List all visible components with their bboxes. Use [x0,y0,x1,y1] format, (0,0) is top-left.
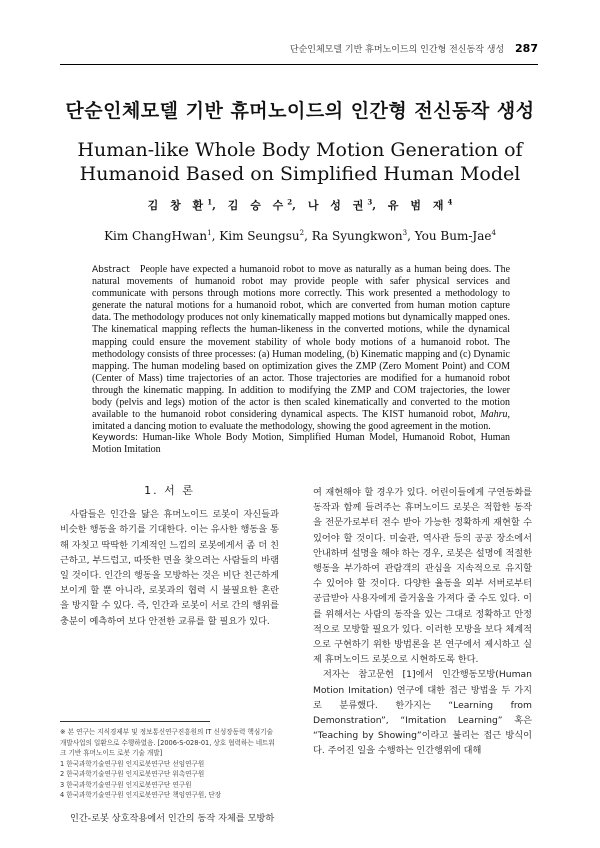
header-rule [60,64,538,65]
english-title-line-1: Human-like Whole Body Motion Generation of [77,139,523,161]
english-title-line-2: Humanoid Based on Simplified Human Model [79,163,521,185]
affiliation-mark: 4 [447,197,453,207]
footnote-4: 4 한국과학기술연구원 인지로봇연구단 책임연구원, 단장 [60,791,222,799]
footnotes [60,727,279,801]
korean-title: 단순인체모델 기반 휴머노이드의 인간형 전신동작 생성 [65,100,535,122]
korean-author: 유 범 재 [387,199,448,212]
abstract-text: People have expected a humanoid robot to move as naturally as a human being does. The natural movements of humanoid robot may provide people with safer physical services and communicate with persons through motions more correctly. This work presented a methodology to generate the natural motions for a humanoid robot, which are converted from human motion capture data. The methodology produces not only kinematically mapped motions but dynamically mapped ones. The kinematical mapping reflects the human-likeness in the converted motions, while the dynamical mapping could ensure the movement stability of whole body motions of a humanoid robot. The methodology consists of three processes: (a) Human modeling, (b) Kinematic mapping and (c) Dynamic mapping. The human modeling based on optimization gives the ZMP (Zero Moment Point) and COM (Center of Mass) time trajectories of an actor. Those trajectories are modified for a humanoid robot through the kinematic mapping. In addition to modifying the ZMP and COM trajectories, the lower body (pelvis and legs) motion of the actor is then scaled kinematically and converted to the motion available to the humanoid robot considering dynamical aspects. The KIST humanoid robot, [92,264,511,421]
intro-paragraph-1-continued: 여 재현해야 할 경우가 있다. 어린이들에게 구연동화를 동작과 함께 들려주는 휴머노이드 로봇은 적합한 동작을 전문가로부터 전수 받아 가능한 정확하게 재현할 수 있어야 할 것이다. 미술관, 역사관 등의 공공 장소에서 안내하며 설명을 해야 하는 경우, 로봇은 설명에 적절한 행동을 부가하여 관람객의 관심을 지속적으로 유지할 수 있어야 할 것이다. 다양한 율동을 외부 서버로부터 공급받아 사용자에게 즐거움을 가져다 줄 수도 있다. 이를 위해서는 사람의 동작을 있는 그대로 정확하고 안정적으로 모방할 필요가 있다. 이러한 모방을 보다 체계적으로 구현하기 위한 방법론을 본 연구에서 제시하고 실제 휴머노이드 로봇으로 시현하도록 한다. [313,487,532,666]
footnote-3: 3 한국과학기술연구원 인지로봇연구단 연구원 [60,780,192,789]
right-column [313,485,532,759]
english-title [0,138,600,186]
running-header [60,42,538,55]
robot-name: Mahru [480,409,508,421]
intro-paragraph-3: 저자는 참고문헌 [1]에서 인간행동모방(Human Motion Imitation) 연구에 대한 접근 방법을 두 가지로 분류했다. 한가지는 “Learning from Demonstration”, “Imitation Learning” 혹은 “Teaching by Showing”이라고 불리는 접근 방식이다. 주어진 일을 수행하는 인간행위에 대해 [313,669,532,757]
affiliation-mark: 1 [207,197,213,207]
intro-paragraph-1: 사람들은 인간을 닮은 휴머노이드 로봇이 자신들과 비슷한 행동을 하기를 기대한다. 이는 유사한 행동을 통해 자칫고 딱딱한 기계적인 느낌의 로봇에게서 좀 더 친근하고, 부드럽고, 따뜻한 면을 찾으려는 사람들의 바램일 것이다. 인간의 행동을 모방하는 것은 비단 친근하게 보이게 할 뿐 아니라, 로봇과의 협력 시 불필요한 혼란을 방지할 수 있다. 즉, 인간과 로봇이 서로 간의 행위를 충분이 예측하여 보다 안전한 교류를 할 필요가 있다. [60,509,279,627]
affiliation-mark: 3 [402,229,408,237]
affiliation-mark: 2 [299,229,305,237]
abstract-text-end: , imitated a dancing motion to evaluate the methodology, showing the good agreement in the motion. [92,409,510,433]
korean-author: 김 창 환 [147,199,208,212]
abstract-label: Abstract [92,265,130,275]
footnote-1: 1 한국과학기술연구원 인지로봇연구단 선임연구원 [60,759,205,768]
keywords-text: Human-like Whole Body Motion, Simplified Human Model, Humanoid Robot, Human Motion Imitation [92,432,511,456]
english-author: Kim ChangHwan [104,229,208,243]
korean-author: 나 성 권 [307,199,368,212]
footnote-rule [60,721,210,722]
left-column [60,483,279,629]
keywords-label: Keywords [92,433,136,443]
affiliation-mark: 4 [491,229,496,237]
affiliation-mark: 2 [287,197,293,207]
affiliation-mark: 1 [207,229,212,237]
intro-paragraph-2: 인간-로봇 상호작용에서 인간의 동작 자체를 모방하 [70,813,275,824]
footnote-2: 2 한국과학기술연구원 인지로봇연구단 위촉연구원 [60,770,205,778]
korean-authors: 김 창 환$^1$, 김 승 수$^2$, 나 성 권$^3$, 유 범 재$^4$ [147,197,453,212]
english-authors: Kim ChangHwan$^1$, Kim Seungsu$^2$, Ra Syungkwon$^3$, You Bum-Jae$^4$ [104,229,496,243]
affiliation-mark: 3 [367,197,373,207]
english-author: Ra Syungkwon [311,229,403,243]
footnote-funding: ※ 본 연구는 지식경제부 및 정보통신연구진흥원의 IT 신성장동력 핵심기술 개발사업의 일환으로 수행하였음. [2006-S-028-01, 상호 협력하는 네트워크 기반 휴머노이드 로봇 기술 개발] [60,728,275,757]
english-author: Kim Seungsu [219,229,300,243]
section-heading: 1. 서 론 [144,484,195,497]
abstract [92,264,510,433]
page-number: 287 [515,42,538,55]
korean-author: 김 승 수 [227,199,288,212]
running-title: 단순인체모델 기반 휴머노이드의 인간형 전신동작 생성 [289,45,505,55]
keywords: Keywords: Human-like Whole Body Motion, Simplified Human Model, Humanoid Robot, Human Motion Imitation [92,432,511,456]
english-author: You Bum-Jae [414,229,492,243]
